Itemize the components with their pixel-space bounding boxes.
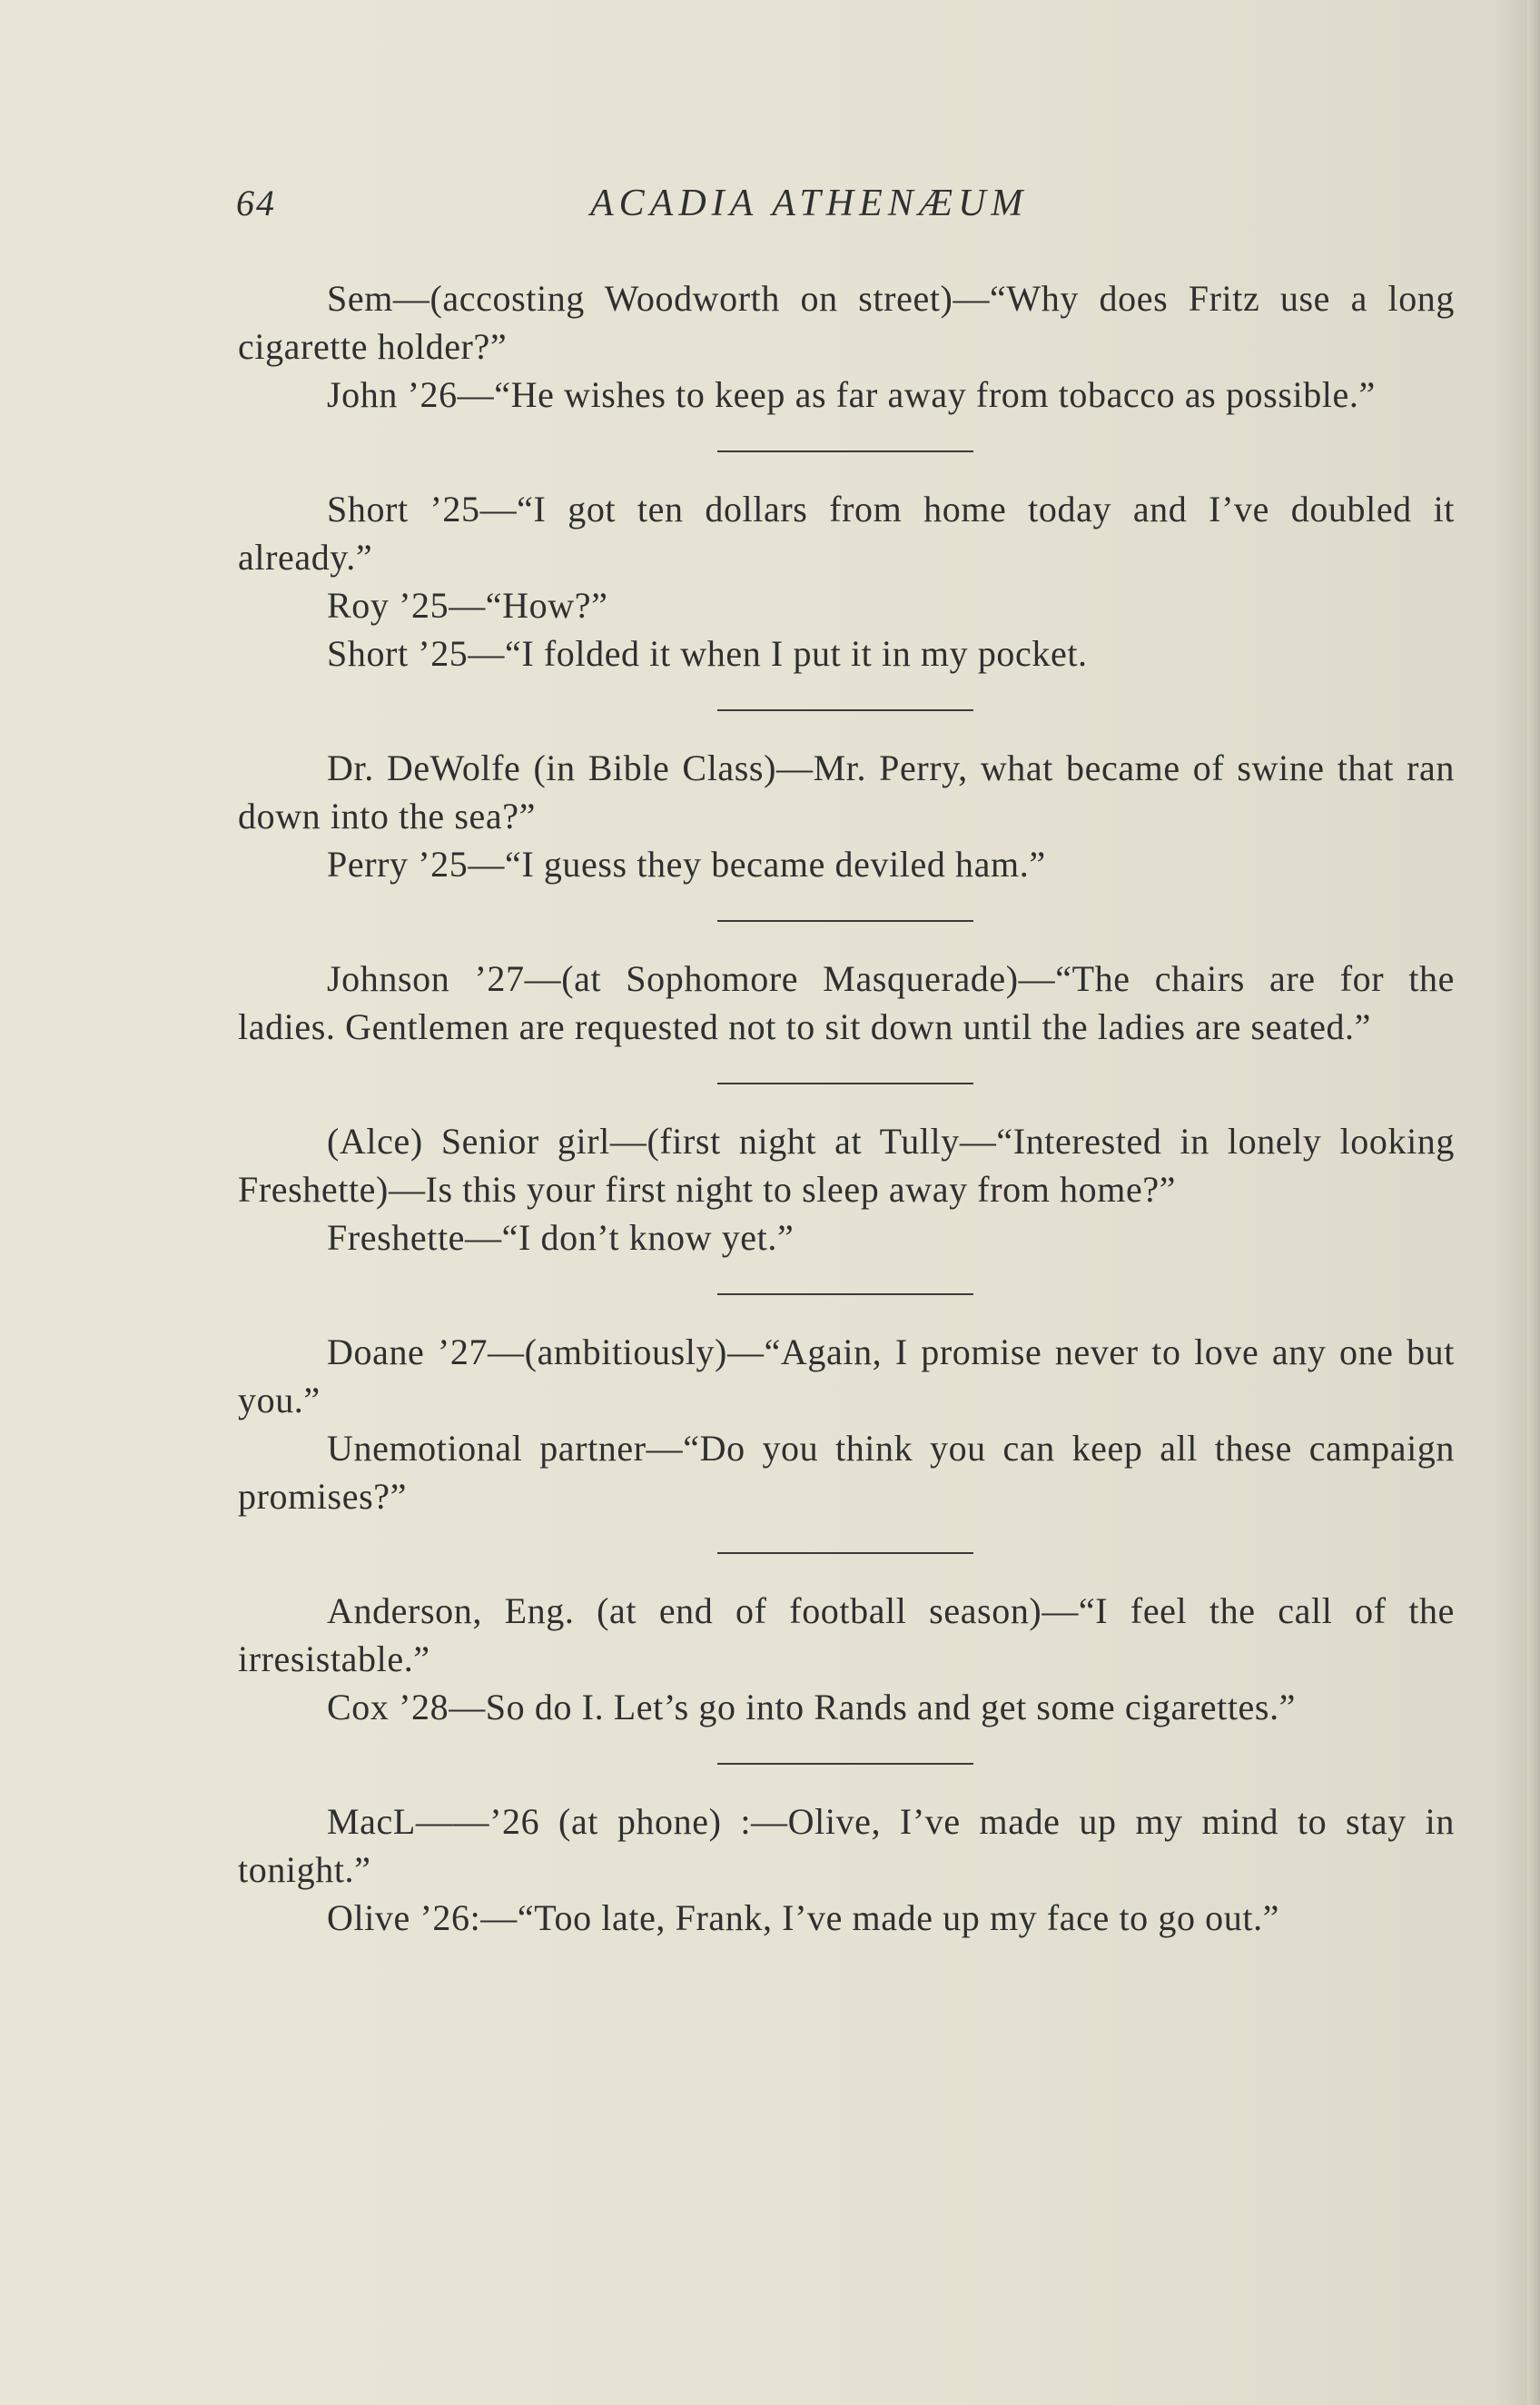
section-divider: [717, 1083, 973, 1084]
page-number: 64: [236, 183, 276, 223]
joke-block: [238, 274, 1455, 419]
joke-line: MacL——’26 (at phone) :—Olive, I’ve made up my mind to stay in tonight.”: [238, 1801, 1455, 1890]
joke-line: Perry ’25—“I guess they became deviled ham.”: [327, 844, 1046, 885]
page-edge-shadow: [1527, 0, 1540, 2405]
section-divider: [717, 1763, 973, 1765]
joke-block: [238, 1797, 1455, 1942]
joke-block: [238, 955, 1455, 1051]
running-head: [236, 182, 1453, 236]
section-divider: [717, 920, 973, 922]
joke-line: John ’26—“He wishes to keep as far away from tobacco as possible.”: [327, 374, 1376, 415]
joke-line: Roy ’25—“How?”: [327, 585, 608, 626]
joke-line: Sem—(accosting Woodworth on street)—“Why does Fritz use a long cigarette holder?”: [238, 278, 1455, 367]
joke-line: Freshette—“I don’t know yet.”: [327, 1217, 795, 1258]
section-divider: [717, 1293, 973, 1295]
joke-line: Olive ’26:—“Too late, Frank, I’ve made up my face to go out.”: [327, 1897, 1280, 1938]
joke-line: Johnson ’27—(at Sophomore Masquerade)—“The chairs are for the ladies. Gentlemen are requested not to sit down until the ladies are seated.”: [238, 958, 1455, 1047]
joke-line: Short ’25—“I got ten dollars from home today and I’ve doubled it already.”: [238, 489, 1455, 578]
joke-line: Cox ’28—So do I. Let’s go into Rands and get some cigarettes.”: [327, 1687, 1297, 1727]
joke-line: (Alce) Senior girl—(first night at Tully—“Interested in lonely looking Freshette)—Is this your first night to sleep away from home?”: [238, 1121, 1455, 1210]
joke-block: [238, 1328, 1455, 1520]
joke-block: [238, 485, 1455, 678]
page-body: [238, 274, 1455, 1942]
section-divider: [717, 450, 973, 452]
joke-block: [238, 1117, 1455, 1262]
joke-block: [238, 1587, 1455, 1731]
joke-line: Anderson, Eng. (at end of football season)—“I feel the call of the irresistable.”: [238, 1590, 1455, 1679]
joke-block: [238, 744, 1455, 888]
joke-line: Short ’25—“I folded it when I put it in my pocket.: [327, 633, 1088, 674]
journal-title: ACADIA ATHENÆUM: [590, 183, 1029, 224]
section-divider: [717, 1552, 973, 1554]
section-divider: [717, 709, 973, 711]
joke-line: Unemotional partner—“Do you think you can keep all these campaign promises?”: [238, 1428, 1455, 1517]
joke-line: Dr. DeWolfe (in Bible Class)—Mr. Perry, what became of swine that ran down into the sea?”: [238, 747, 1455, 836]
joke-line: Doane ’27—(ambitiously)—“Again, I promise never to love any one but you.”: [238, 1331, 1455, 1420]
